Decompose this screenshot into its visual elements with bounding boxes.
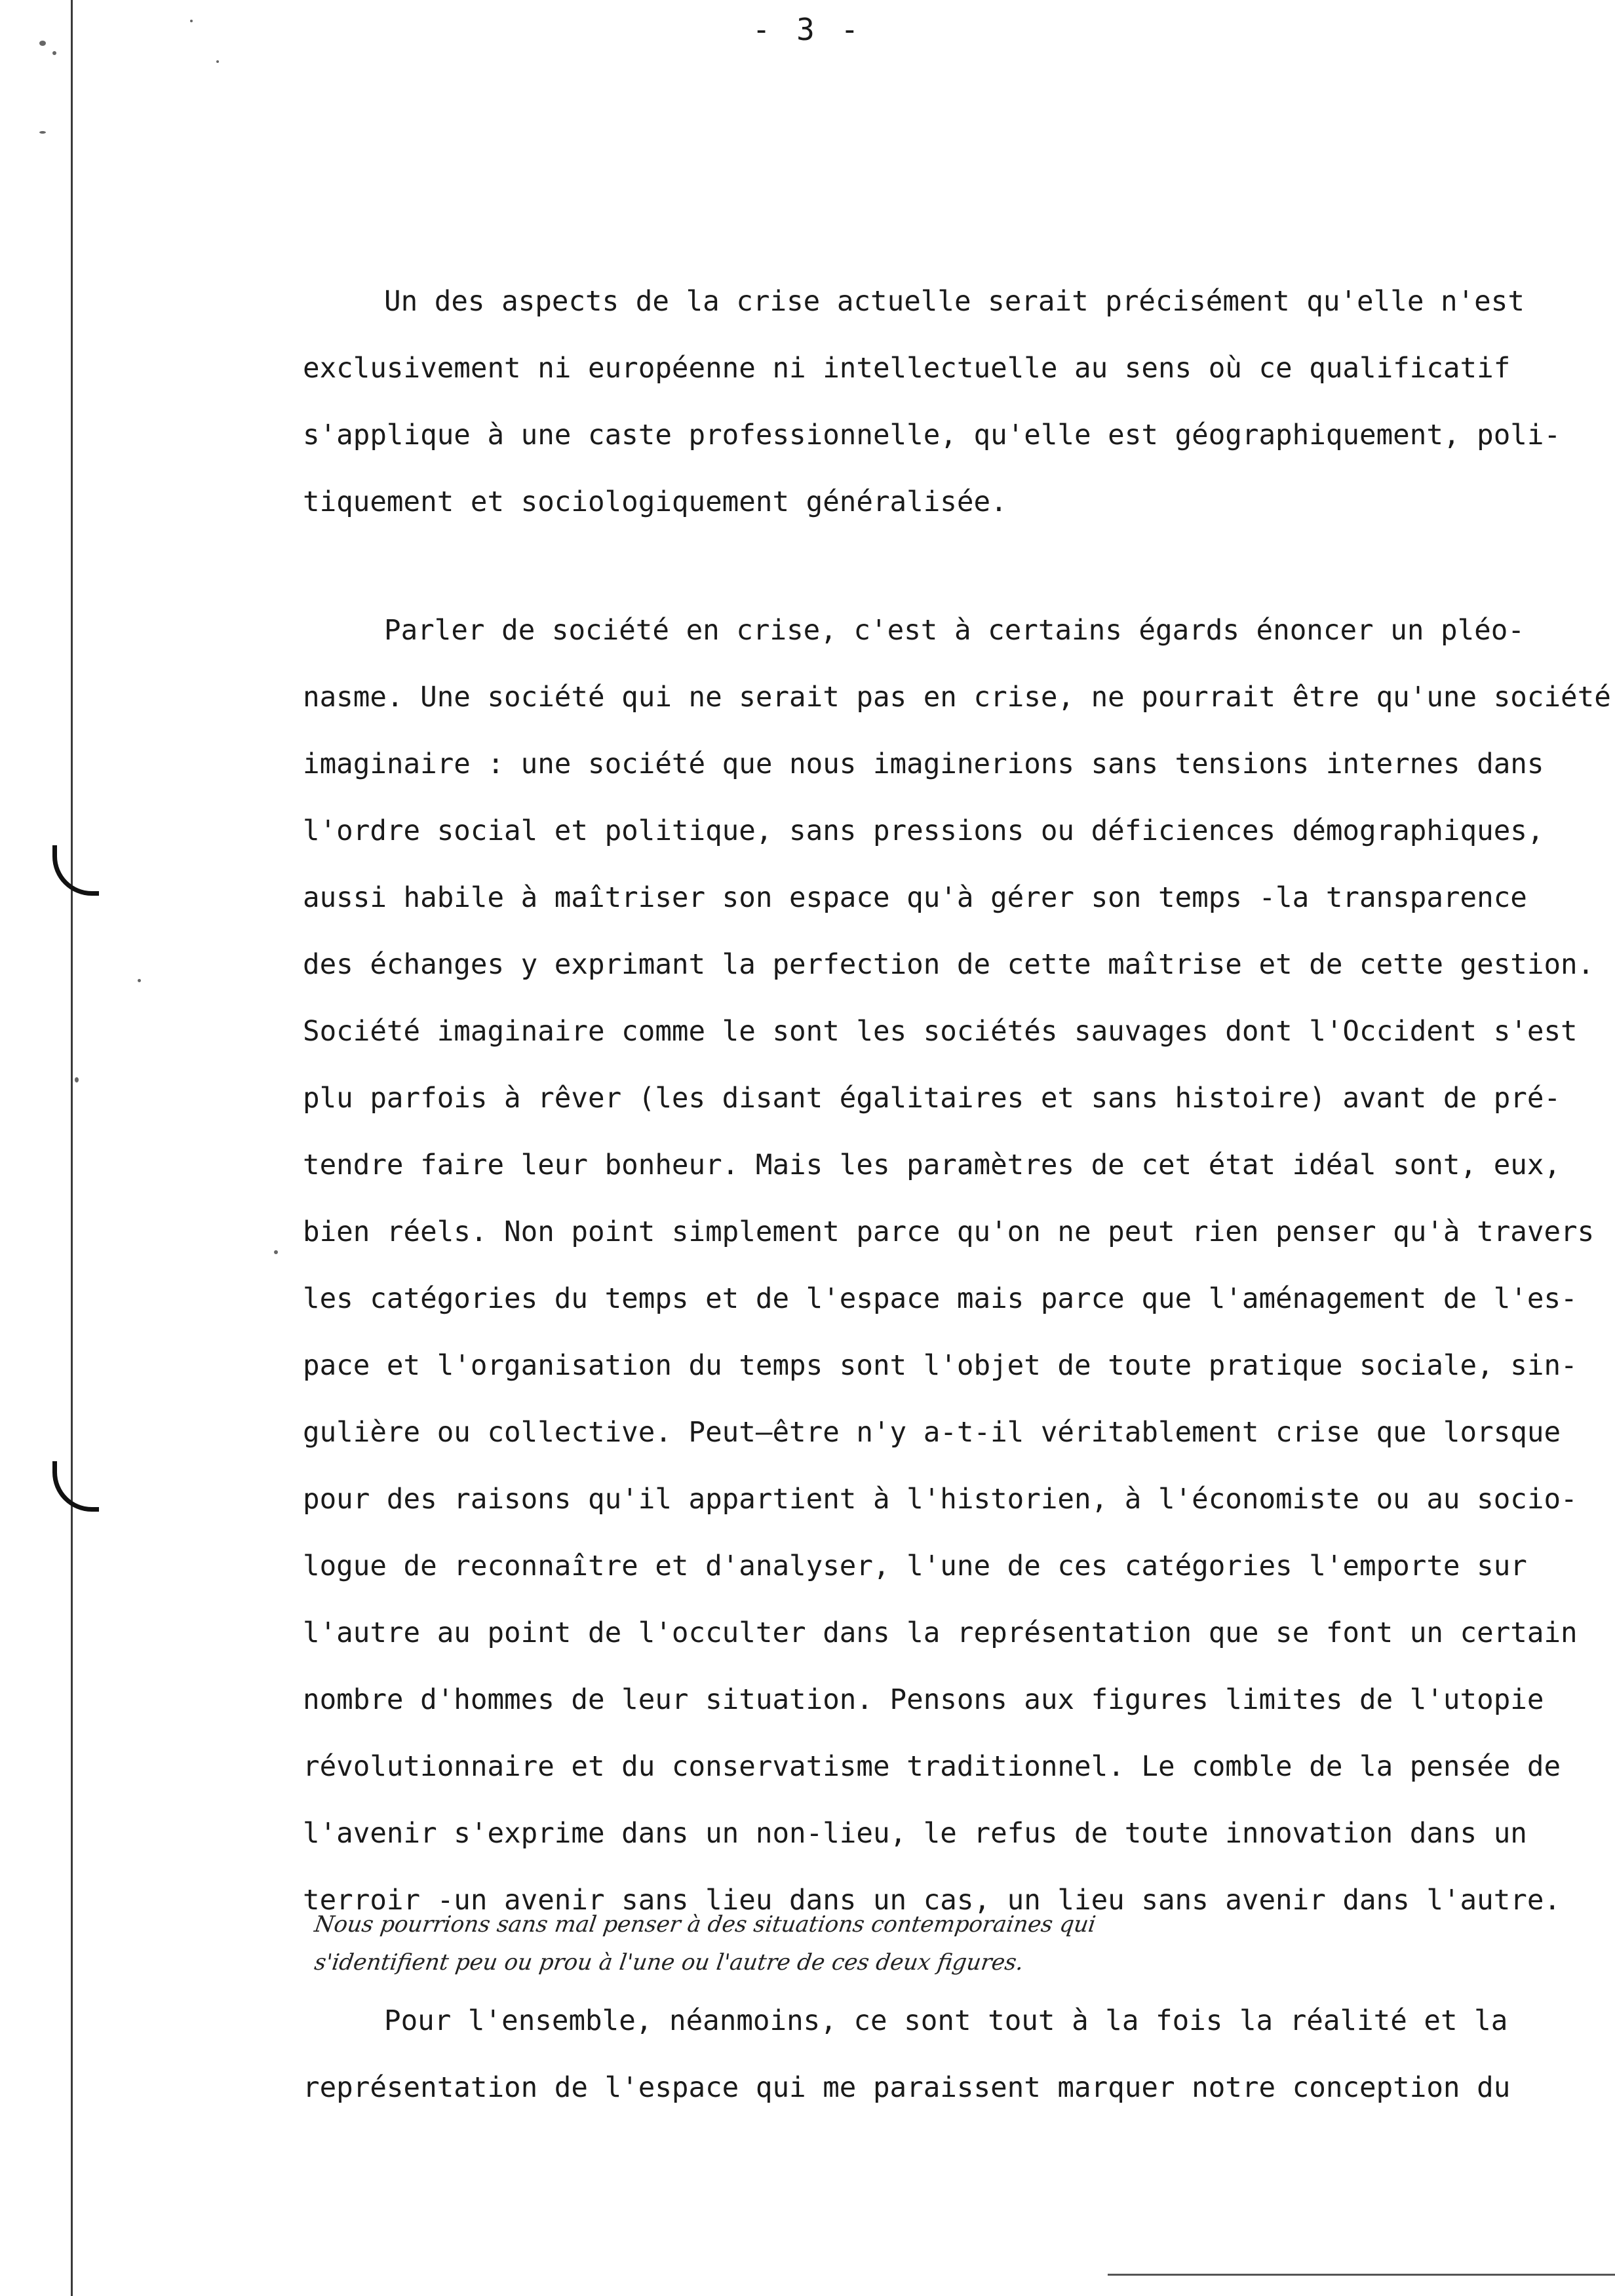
page-number: - 3 - [752, 12, 863, 47]
text-line: Parler de société en crise, c'est à certains égards énoncer un pléo- [384, 615, 1525, 647]
text-line: exclusivement ni européenne ni intellectuelle au sens où ce qualificatif [303, 353, 1511, 385]
text-line: plu parfois à rêver (les disant égalitaires et sans histoire) avant de pré- [303, 1082, 1561, 1115]
text-line: l'autre au point de l'occulter dans la représentation que se font un certain [303, 1617, 1578, 1649]
text-line: imaginaire : une société que nous imaginerions sans tensions internes dans [303, 748, 1544, 780]
text-line: Un des aspects de la crise actuelle serait précisément qu'elle n'est [384, 286, 1525, 318]
bottom-edge-rule [1108, 2274, 1615, 2276]
scan-speck [138, 979, 141, 982]
scan-speck [75, 1077, 79, 1082]
text-line: Société imaginaire comme le sont les sociétés sauvages dont l'Occident s'est [303, 1016, 1578, 1048]
binder-ring-mark-icon [52, 845, 99, 896]
text-line: Pour l'ensemble, néanmoins, ce sont tout à la fois la réalité et la [384, 2005, 1508, 2037]
binder-ring-mark-icon [52, 1461, 99, 1512]
handwritten-line: Nous pourrions sans mal penser à des situations contemporaines qui [313, 1911, 1098, 1938]
scan-speck [52, 51, 56, 55]
text-line: révolutionnaire et du conservatisme traditionnel. Le comble de la pensée de [303, 1751, 1561, 1783]
text-line: représentation de l'espace qui me paraissent marquer notre conception du [303, 2072, 1511, 2104]
text-line: pace et l'organisation du temps sont l'objet de toute pratique sociale, sin- [303, 1350, 1578, 1382]
paragraph-3 [303, 1988, 1587, 2122]
scan-speck [39, 131, 46, 134]
text-line: des échanges y exprimant la perfection de cette maîtrise et de cette gestion. [303, 949, 1595, 981]
text-line: nombre d'hommes de leur situation. Pensons aux figures limites de l'utopie [303, 1684, 1544, 1716]
text-line: aussi habile à maîtriser son espace qu'à gérer son temps -la transparence [303, 882, 1527, 914]
text-line: nasme. Une société qui ne serait pas en crise, ne pourrait être qu'une société [303, 681, 1611, 714]
text-line: l'ordre social et politique, sans pressions ou déficiences démographiques, [303, 815, 1544, 847]
left-margin-rule [71, 0, 73, 2296]
paragraph-2 [303, 598, 1611, 1934]
scan-speck [274, 1250, 278, 1254]
text-line: pour des raisons qu'il appartient à l'historien, à l'économiste ou au socio- [303, 1483, 1578, 1516]
scan-speck [216, 60, 219, 63]
text-line: bien réels. Non point simplement parce qu'on ne peut rien penser qu'à travers [303, 1216, 1595, 1248]
text-line: l'avenir s'exprime dans un non-lieu, le refus de toute innovation dans un [303, 1818, 1527, 1850]
text-line: gulière ou collective. Peut—être n'y a-t-il véritablement crise que lorsque [303, 1417, 1561, 1449]
text-line: terroir -un avenir sans lieu dans un cas, un lieu sans avenir dans l'autre. [303, 1885, 1561, 1917]
handwritten-line: s'identifient peu ou prou à l'une ou l'autre de ces deux figures. [313, 1949, 1026, 1976]
paragraph-1 [303, 269, 1587, 536]
text-line: logue de reconnaître et d'analyser, l'une de ces catégories l'emporte sur [303, 1550, 1527, 1582]
text-line: s'applique à une caste professionnelle, qu'elle est géographiquement, poli- [303, 419, 1561, 451]
text-line: tendre faire leur bonheur. Mais les paramètres de cet état idéal sont, eux, [303, 1149, 1561, 1181]
handwritten-annotation [315, 1905, 1494, 1981]
text-line: les catégories du temps et de l'espace mais parce que l'aménagement de l'es- [303, 1283, 1578, 1315]
text-line: tiquement et sociologiquement généralisée. [303, 486, 1007, 518]
